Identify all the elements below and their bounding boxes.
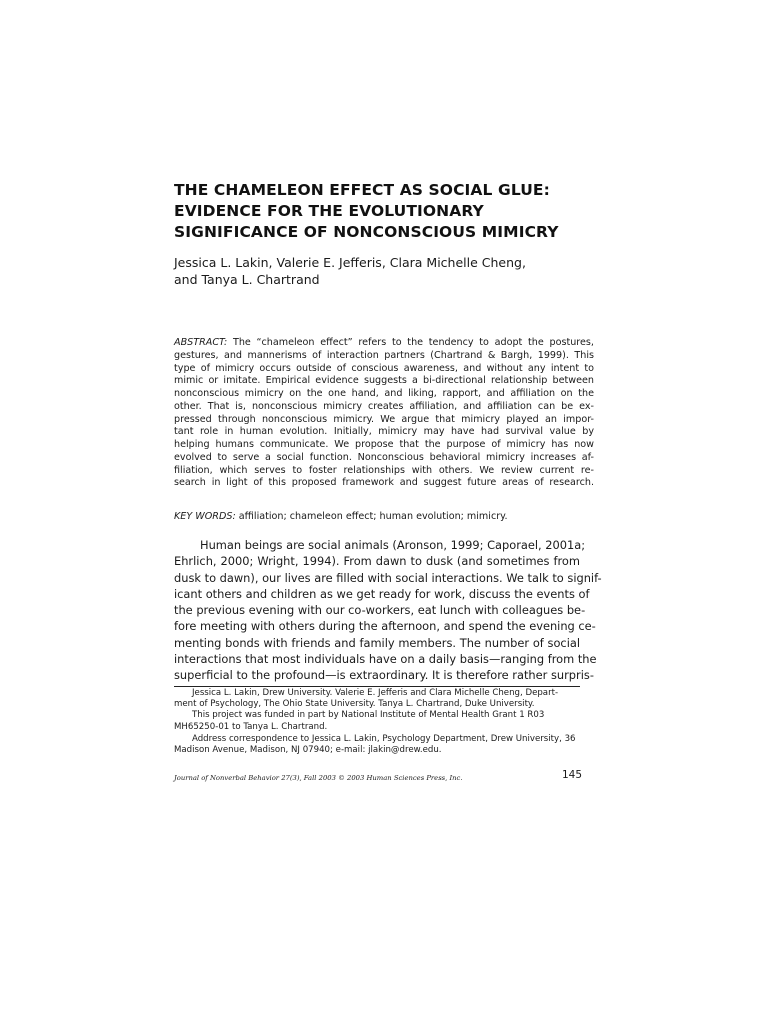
body-line: superficial to the profound—is extraordinary. It is therefore rather surpris- — [174, 668, 594, 683]
body-line: Human beings are social animals (Aronson, 1999; Caporael, 2001a; — [200, 538, 586, 552]
footnotes — [174, 688, 580, 756]
footnote-line: Jessica L. Lakin, Drew University. Valerie E. Jefferis and Clara Michelle Cheng, Depart- — [192, 688, 559, 698]
body-line: fore meeting with others during the afternoon, and spend the evening ce- — [174, 619, 596, 634]
keywords — [174, 510, 594, 523]
abstract-line: filiation, which serves to foster relationships with others. We review current re- — [174, 464, 594, 476]
author-line: and Tanya L. Chartrand — [174, 272, 320, 287]
body-line: menting bonds with friends and family members. The number of social — [174, 635, 580, 650]
footnote-divider — [174, 686, 580, 687]
abstract-line: nonconscious mimicry on the one hand, and liking, rapport, and affiliation on the — [174, 388, 594, 399]
body-line: dusk to dawn), our lives are filled with social interactions. We talk to signif- — [174, 570, 602, 585]
abstract-line: search in light of this proposed framework and suggest future areas of research. — [174, 477, 594, 489]
page-number: 145 — [561, 769, 582, 781]
body-paragraph — [174, 537, 602, 684]
abstract-line: evolved to serve a social function. Nonconscious behavioral mimicry increases af- — [174, 451, 594, 463]
abstract-line: other. That is, nonconscious mimicry creates affiliation, and affiliation can be ex- — [174, 400, 594, 412]
abstract-line: type of mimicry occurs outside of conscious awareness, and without any intent to — [174, 362, 594, 374]
footnote-line: MH65250-01 to Tanya L. Chartrand. — [174, 721, 328, 732]
title-line: THE CHAMELEON EFFECT AS SOCIAL GLUE: — [174, 181, 550, 199]
footnote-line: Address correspondence to Jessica L. Lakin, Psychology Department, Drew University, 36 — [192, 733, 576, 744]
abstract-line: mimic or imitate. Empirical evidence suggests a bi-directional relationship between — [174, 375, 594, 387]
title-line: EVIDENCE FOR THE EVOLUTIONARY — [174, 202, 484, 220]
abstract-line: helping humans communicate. We propose that the purpose of mimicry has now — [174, 439, 594, 450]
article-title — [174, 180, 594, 243]
abstract-line: pressed through nonconscious mimicry. We argue that mimicry played an impor- — [174, 413, 594, 425]
abstract-line: gestures, and mannerisms of interaction partners (Chartrand & Bargh, 1999). This — [174, 349, 594, 361]
footnote-line: Madison Avenue, Madison, NJ 07940; e-mail: jlakin@drew.edu. — [174, 745, 442, 756]
title-line: SIGNIFICANCE OF NONCONSCIOUS MIMICRY — [174, 223, 559, 241]
abstract-line — [174, 337, 594, 350]
journal-citation: Journal of Nonverbal Behavior 27(3), Fall 2003 © 2003 Human Sciences Press, Inc. — [174, 774, 463, 782]
abstract-line: tant role in human evolution. Initially, mimicry may have had survival value by — [174, 426, 594, 438]
abstract — [174, 337, 594, 490]
abstract-text: The “chameleon effect” refers to the tendency to adopt the postures, — [232, 337, 594, 348]
keywords-label: KEY WORDS: — [174, 511, 236, 522]
author-list — [174, 254, 594, 288]
body-line: Ehrlich, 2000; Wright, 1994). From dawn to dusk (and sometimes from — [174, 554, 580, 569]
keywords-text: affiliation; chameleon effect; human evolution; mimicry. — [238, 511, 508, 522]
body-line: interactions that most individuals have on a daily basis—ranging from the — [174, 652, 597, 667]
body-line: the previous evening with our co-workers, eat lunch with colleagues be- — [174, 603, 586, 618]
body-line: icant others and children as we get ready for work, discuss the events of — [174, 586, 590, 601]
footnote-line: ment of Psychology, The Ohio State University. Tanya L. Chartrand, Duke University. — [174, 699, 535, 710]
footnote-line: This project was funded in part by National Institute of Mental Health Grant 1 R03 — [192, 710, 545, 721]
author-line: Jessica L. Lakin, Valerie E. Jefferis, Clara Michelle Cheng, — [174, 255, 526, 270]
abstract-label: ABSTRACT: — [174, 337, 228, 348]
